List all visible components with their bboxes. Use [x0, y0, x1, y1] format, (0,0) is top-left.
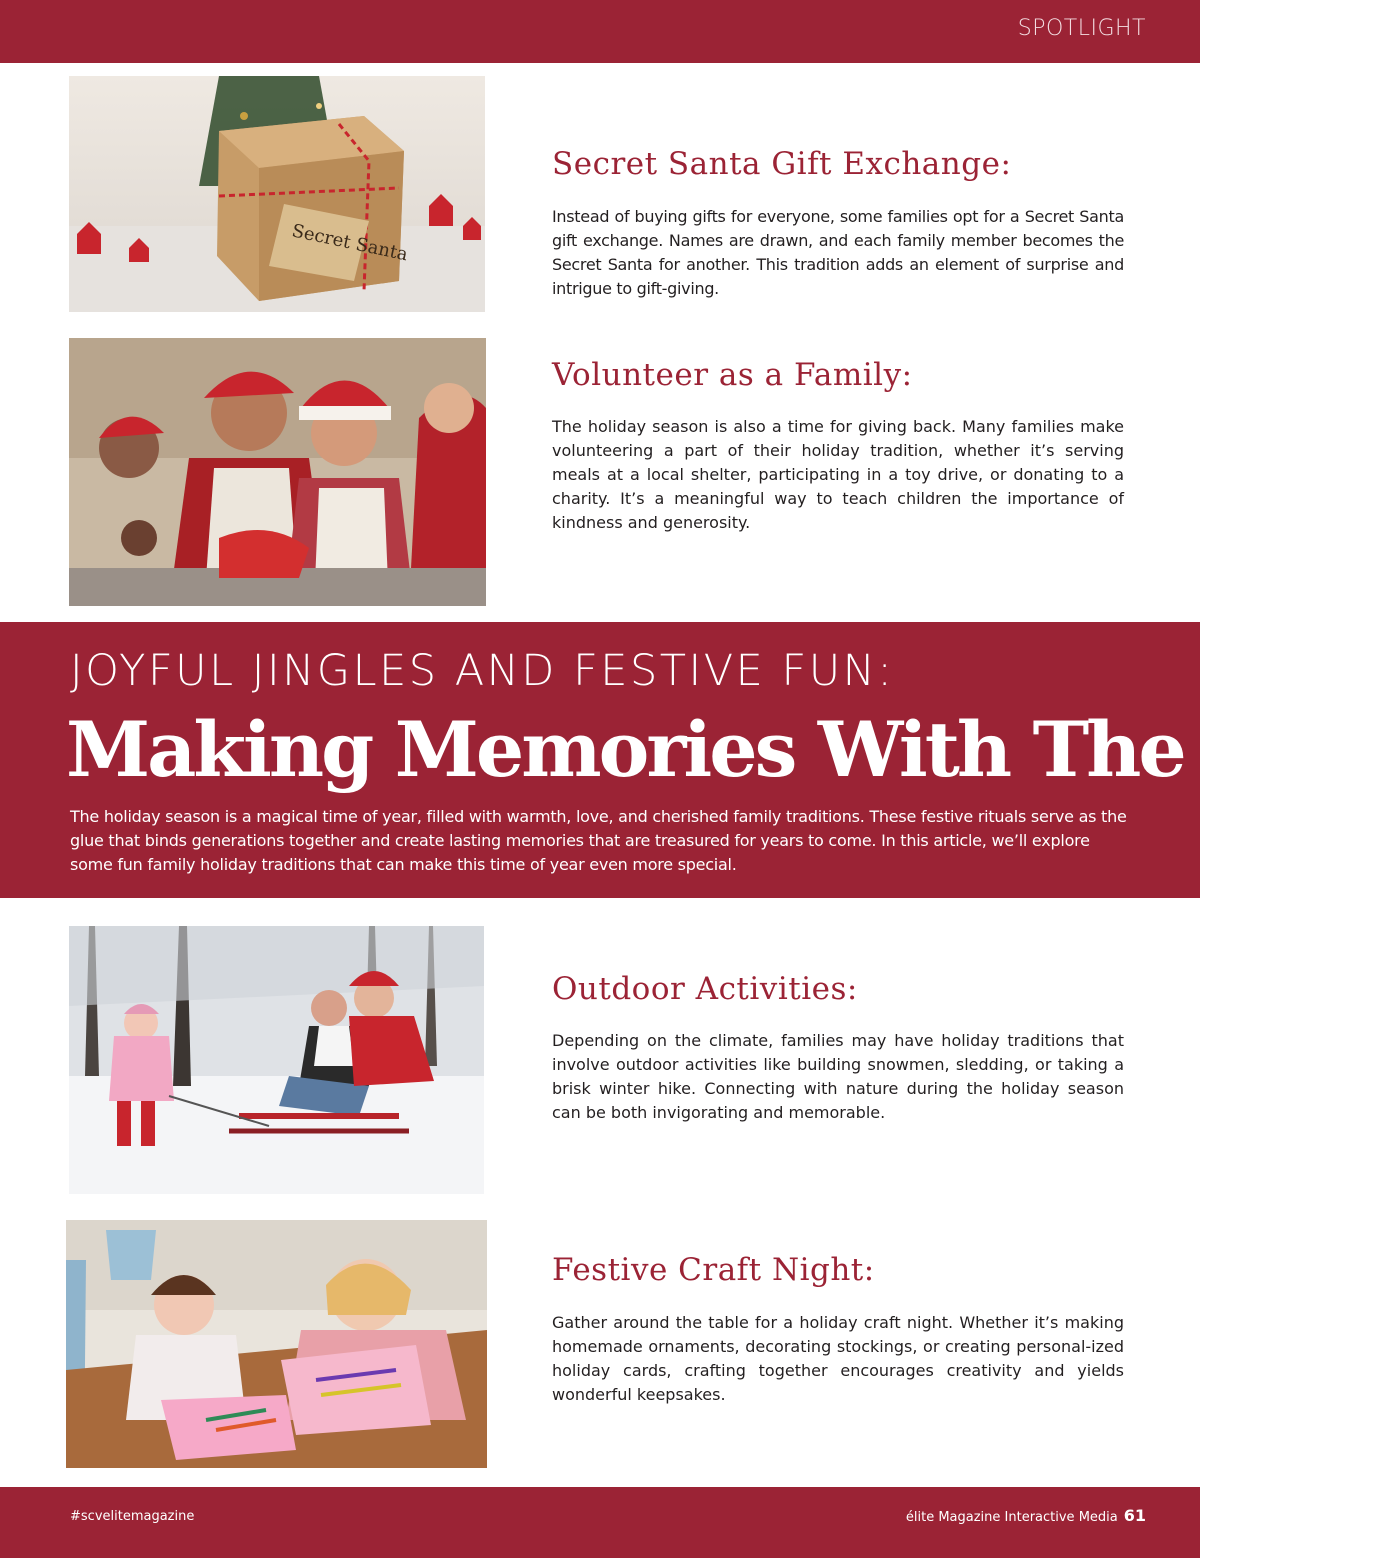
feature-headline: Making Memories With The Kids: [66, 705, 1386, 794]
footer-hashtag: #scvelitemagazine: [70, 1509, 195, 1524]
volunteer-photo: [69, 338, 486, 606]
feature-kicker: JOYFUL JINGLES AND FESTIVE FUN:: [70, 646, 895, 696]
publication-name: élite Magazine Interactive Media: [905, 1510, 1118, 1525]
outdoor-heading: Outdoor Activities:: [552, 971, 858, 1007]
outdoor-body: Depending on the climate, families may have holiday traditions that involve outdoor activities like building snowmen, sledding, or taking a brisk winter hike. Connecting with nature during the holiday season can be both invigorating and memorable.: [552, 1031, 1124, 1122]
page-number: 61: [1123, 1506, 1146, 1525]
secret-santa-photo: [69, 76, 485, 312]
gift-tag-text: Secret Santa: [289, 220, 410, 266]
craft-heading: Festive Craft Night:: [552, 1252, 875, 1288]
secret-santa-body: Instead of buying gifts for everyone, some families opt for a Secret Santa gift exchange. Names are drawn, and each family member becomes the Secret Santa for another. This tradition adds an element of surprise and intrigue to gift-giving.: [552, 207, 1124, 298]
volunteer-body: The holiday season is also a time for giving back. Many families make volunteering a part of their holiday tradition, whether it’s serving meals at a local shelter, participating in a toy drive, or donating to a charity. It’s a meaningful way to teach children the importance of kindness and generosity.: [552, 417, 1124, 532]
secret-santa-heading: Secret Santa Gift Exchange:: [552, 146, 1012, 182]
volunteer-heading: Volunteer as a Family:: [552, 357, 913, 393]
outdoor-photo: [69, 926, 484, 1194]
section-label: SPOTLIGHT: [1017, 16, 1146, 41]
craft-body: Gather around the table for a holiday craft night. Whether it’s making homemade ornaments, decorating stockings, or creating personal-ized holiday cards, crafting together encourages creativity and yields wonderful keepsakes.: [552, 1313, 1124, 1404]
footer-publication: [906, 1506, 1146, 1525]
feature-intro: The holiday season is a magical time of year, filled with warmth, love, and cherished family traditions. These festive rituals serve as the glue that binds generations together and create lasting memories that are treasured for years to come. In this article, we’ll explore some fun family holiday traditions that can make this time of year even more special.: [70, 807, 1127, 874]
craft-photo: [66, 1220, 487, 1468]
